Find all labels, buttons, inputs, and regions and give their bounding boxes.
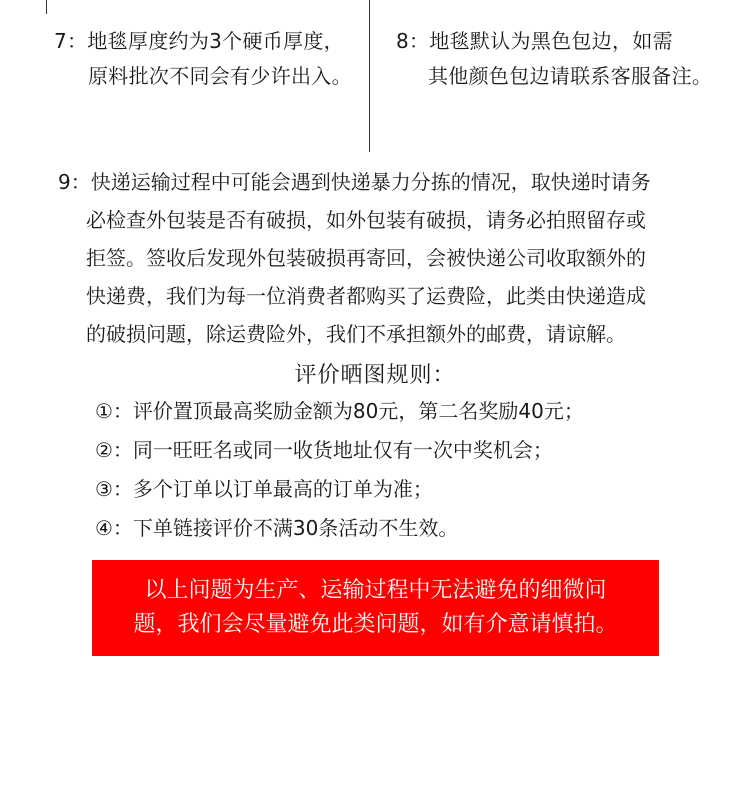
rule-item-2: ②：同一旺旺名或同一收货地址仅有一次中奖机会； <box>95 438 553 462</box>
top-notes-grid <box>0 0 750 152</box>
note-7-line-1: 地毯厚度约为3个硬币厚度， <box>87 29 344 53</box>
note-9-line-1 <box>58 163 718 201</box>
note-7 <box>54 24 352 94</box>
warning-line-2: 题，我们会尽量避免此类问题，如有介意请慎拍。 <box>133 612 618 637</box>
rules-list <box>95 392 715 548</box>
note-9 <box>58 163 718 353</box>
note-8-line-1: 地毯默认为黑色包边，如需 <box>429 29 673 53</box>
note-9-line-3: 拒签。签收后发现外包装破损再寄回，会被快递公司收取额外的 <box>86 246 646 270</box>
warning-banner <box>92 560 659 656</box>
rule-item-1: ①：评价置顶最高奖励金额为80元，第二名奖励40元； <box>95 399 584 423</box>
rule-item-4: ④：下单链接评价不满30条活动不生效。 <box>95 516 459 540</box>
note-9-line-4: 快递费，我们为每一位消费者都购买了运费险，此类由快递造成 <box>86 284 646 308</box>
note-8-number: 8： <box>396 29 430 53</box>
note-9-line-2: 必检查外包装是否有破损，如外包装有破损，请务必拍照留存或 <box>86 208 646 232</box>
column-divider <box>369 0 370 152</box>
note-8-line-2: 其他颜色包边请联系客服备注。 <box>428 64 713 88</box>
note-7-number: 7： <box>54 29 88 53</box>
table-border-left <box>46 0 47 14</box>
warning-line-1: 以上问题为生产、运输过程中无法避免的细微问 <box>144 578 607 603</box>
note-8 <box>396 24 712 94</box>
note-9-line-5: 的破损问题，除运费险外，我们不承担额外的邮费，请谅解。 <box>86 322 626 346</box>
note-7-line-2: 原料批次不同会有少许出入。 <box>88 64 352 88</box>
note-9-text-1: 快递运输过程中可能会遇到快递暴力分拣的情况，取快递时请务 <box>90 170 651 194</box>
rule-item-3: ③：多个订单以订单最高的订单为准； <box>95 477 433 501</box>
rules-title: 评价晒图规则： <box>294 363 456 388</box>
note-9-number: 9： <box>58 170 91 194</box>
